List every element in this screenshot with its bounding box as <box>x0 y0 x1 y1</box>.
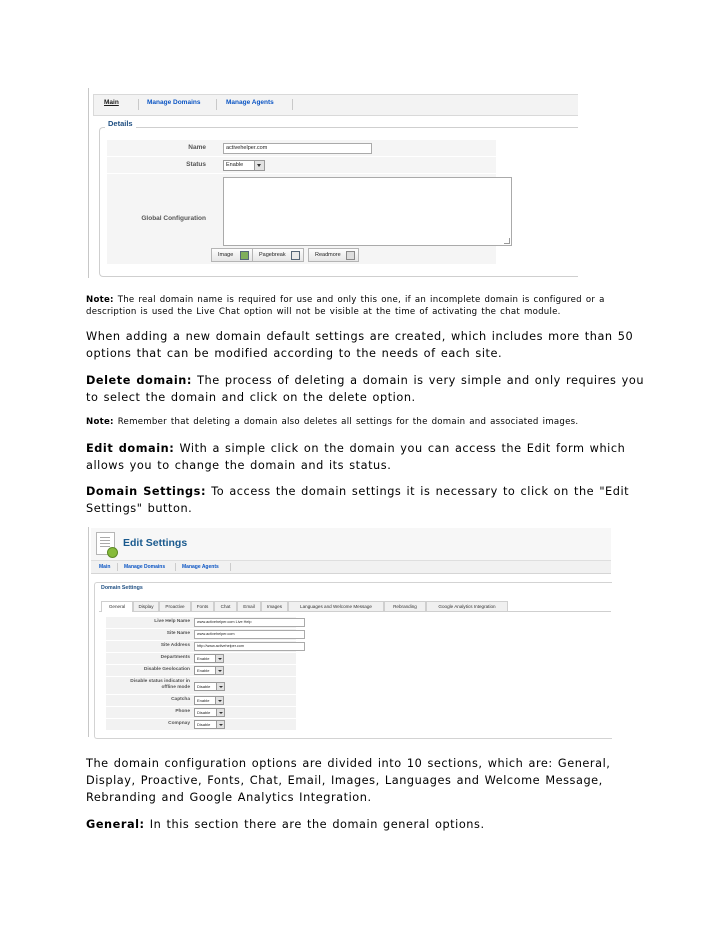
chevron-down-icon <box>215 667 223 674</box>
field-label: Disable Geolocation <box>143 667 190 672</box>
select-value: Disable <box>197 684 211 689</box>
tab-email[interactable]: Email <box>237 601 261 611</box>
delete-text: The process of deleting a domain is very simple and only requires you to select the domain and click on the delete option. <box>86 374 645 404</box>
readmore-button-label: Readmore <box>315 252 341 258</box>
settings-heading: Domain Settings: <box>86 485 207 498</box>
tab-manage-domains[interactable]: Manage Domains <box>124 564 166 570</box>
chevron-down-icon <box>254 161 264 170</box>
tab-manage-domains[interactable]: Manage Domains <box>147 99 201 106</box>
chevron-down-icon <box>216 683 224 690</box>
field-label: Compnay <box>168 721 190 726</box>
note-text: Remember that deleting a domain also deletes all settings for the domain and associated images. <box>117 417 579 427</box>
gear-icon <box>107 547 118 558</box>
company-select[interactable] <box>194 720 225 729</box>
edit-text: With a simple click on the domain you can access the Edit form which allows you to change the domain and its status. <box>86 442 626 472</box>
tab-separator <box>117 563 118 571</box>
image-icon <box>240 251 249 260</box>
chevron-down-icon <box>216 709 224 716</box>
field-label: Captcha <box>171 697 190 702</box>
global-config-textarea[interactable] <box>223 177 512 246</box>
select-row <box>106 653 296 665</box>
settings-text: To access the domain settings it is necessary to click on the "Edit Settings" button. <box>86 485 630 515</box>
tab-separator <box>230 563 231 571</box>
tab-rebranding[interactable]: Rebranding <box>384 601 426 611</box>
edit-settings-header <box>91 528 611 561</box>
select-row <box>106 719 296 731</box>
general-heading: General: <box>86 818 145 831</box>
field-label: Site Address <box>160 643 190 648</box>
field-label: Phone <box>175 709 190 714</box>
tab-images[interactable]: Images <box>261 601 288 611</box>
captcha-select[interactable] <box>194 696 224 705</box>
edit-settings-screenshot <box>88 527 611 737</box>
tab-manage-agents[interactable]: Manage Agents <box>226 99 274 106</box>
site-address-input[interactable]: http://www.activehelper.com <box>194 642 305 651</box>
select-row <box>106 665 296 677</box>
tab-fonts[interactable]: Fonts <box>191 601 214 611</box>
tab-separator <box>216 99 217 110</box>
page-title: Edit Settings <box>123 537 188 549</box>
paragraph-adding-domain: When adding a new domain default settings are created, which includes more than 50 options that can be modified according to the needs of each site. <box>86 330 634 360</box>
tab-separator <box>175 563 176 571</box>
image-button-label: Image <box>218 252 234 258</box>
select-row <box>106 707 296 719</box>
tab-google-analytics[interactable]: Google Analytics Integration <box>426 601 508 611</box>
select-value: Disable <box>197 710 211 715</box>
pagebreak-button-label: Pagebreak <box>259 252 286 258</box>
tab-proactive[interactable]: Proactive <box>159 601 191 611</box>
edit-heading: Edit domain: <box>86 442 175 455</box>
tab-general[interactable]: General <box>101 601 133 612</box>
disable-geolocation-select[interactable] <box>194 666 224 675</box>
field-row <box>106 641 296 653</box>
global-config-label: Global Configuration <box>141 215 206 222</box>
paragraph-sections: The domain configuration options are divided into 10 sections, which are: General, Display, Proactive, Fonts, Chat, Email, Images, Languages and Welcome Message, Rebranding and Google Analytics Integration. <box>86 757 611 804</box>
pagebreak-button[interactable] <box>252 248 304 262</box>
top-nav-bar <box>91 561 611 574</box>
chevron-down-icon <box>216 721 224 728</box>
name-row <box>107 140 496 157</box>
readmore-button[interactable] <box>308 248 359 262</box>
paragraph-general <box>86 816 646 833</box>
field-row <box>106 617 296 629</box>
delete-heading: Delete domain: <box>86 374 192 387</box>
tab-chat[interactable]: Chat <box>214 601 237 611</box>
tab-main[interactable]: Main <box>99 564 111 570</box>
status-select[interactable] <box>223 160 265 171</box>
select-row <box>106 677 296 695</box>
status-label: Status <box>186 161 206 168</box>
field-label: Disable status indicator in offline mode <box>130 679 190 690</box>
departments-select[interactable] <box>194 654 224 663</box>
details-legend: Details <box>105 119 136 128</box>
status-value: Enable <box>226 162 244 168</box>
image-button[interactable] <box>211 248 253 262</box>
tab-separator <box>138 99 139 110</box>
paragraph-domain-settings <box>86 483 646 517</box>
details-screenshot <box>88 88 577 278</box>
tab-manage-agents[interactable]: Manage Agents <box>182 564 219 570</box>
field-row <box>106 629 296 641</box>
name-input[interactable]: activehelper.com <box>223 143 372 154</box>
field-label: Live Help Name <box>154 619 190 624</box>
name-label: Name <box>188 144 206 151</box>
pagebreak-icon <box>291 251 300 260</box>
chevron-down-icon <box>215 655 223 662</box>
chevron-down-icon <box>215 697 223 704</box>
tab-languages-welcome[interactable]: Languages and Welcome Message <box>288 601 384 611</box>
select-value: Enable <box>197 698 210 703</box>
disable-status-indicator-select[interactable] <box>194 682 225 691</box>
select-value: Enable <box>197 668 210 673</box>
phone-select[interactable] <box>194 708 225 717</box>
tab-separator <box>292 99 293 110</box>
select-value: Disable <box>197 722 211 727</box>
tab-main[interactable]: Main <box>104 99 119 106</box>
tab-display[interactable]: Display <box>133 601 159 611</box>
site-name-input[interactable]: www.activehelper.com <box>194 630 305 639</box>
note-delete <box>86 416 646 428</box>
note-bold: Note: <box>86 295 114 305</box>
domain-settings-legend: Domain Settings <box>101 585 143 591</box>
note-real-domain <box>86 294 646 318</box>
field-label: Departments <box>160 655 190 660</box>
paragraph-edit-domain <box>86 440 646 474</box>
select-row <box>106 695 296 707</box>
top-nav-bar <box>93 94 578 116</box>
note-bold: Note: <box>86 417 114 427</box>
field-label: Site Name <box>166 631 190 636</box>
general-text: In this section there are the domain general options. <box>149 818 485 831</box>
select-value: Enable <box>197 656 210 661</box>
note-text: The real domain name is required for use and only this one, if an incomplete domain is configured or a description is used the Live Chat option will not be visible at the time of activating the chat module. <box>86 295 605 317</box>
settings-tabs <box>99 600 611 612</box>
readmore-icon <box>346 251 355 260</box>
live-help-name-input[interactable]: www.activehelper.com Live Help <box>194 618 305 627</box>
paragraph-delete-domain <box>86 372 646 406</box>
status-row <box>107 157 496 174</box>
